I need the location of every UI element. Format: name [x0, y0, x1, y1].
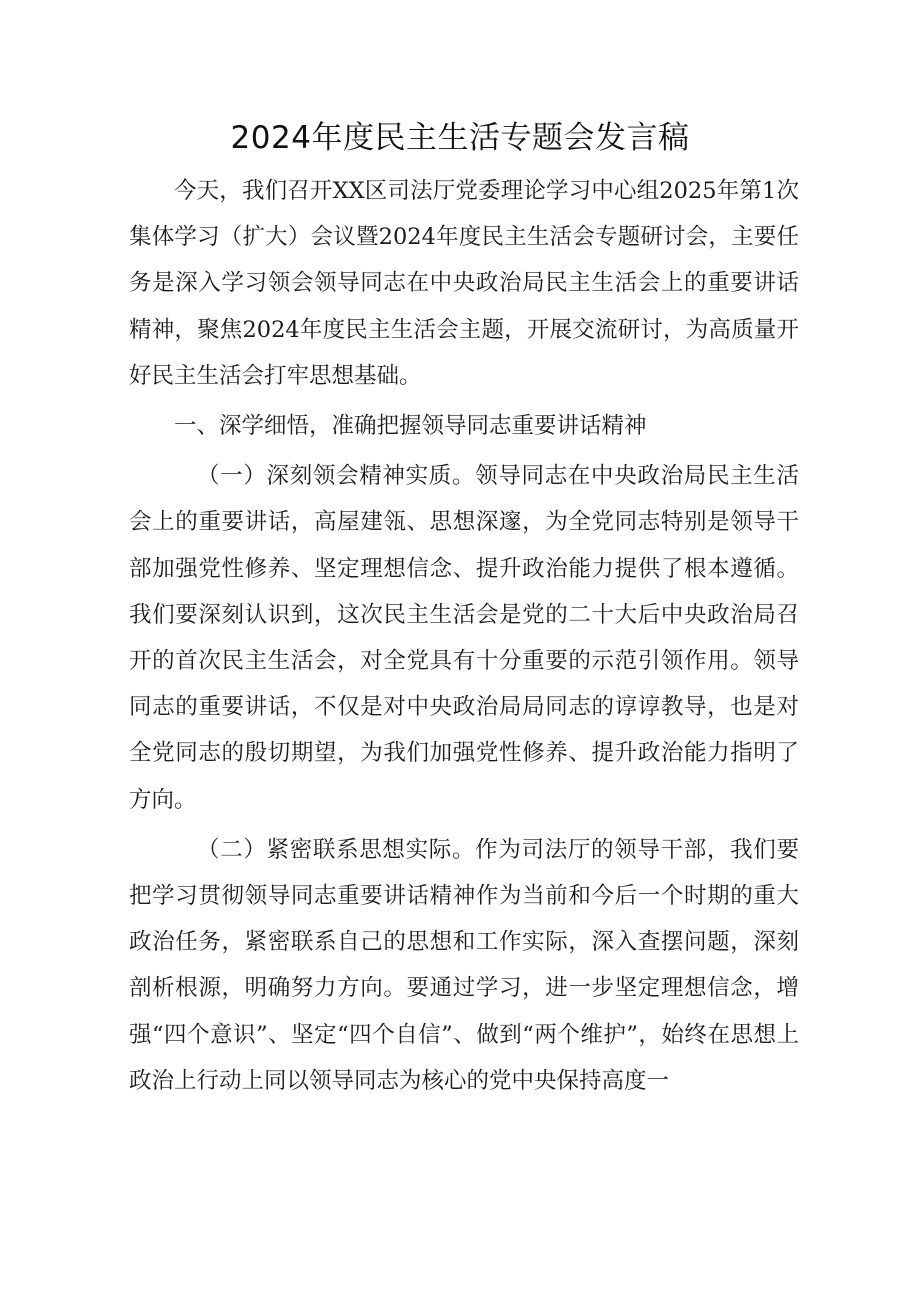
paragraph-subsection-2: （二）紧密联系思想实际。作为司法厅的领导干部，我们要把学习贯彻领导同志重要讲话精神作为当前和今后一个时期的重大政治任务，紧密联系自己的思想和工作实际，深入查摆问题，深刻剖析根源，明确努力方向。要通过学习，进一步坚定理想信念，增强“四个意识”、坚定“四个自信”、做到“两个维护”，始终在思想上政治上行动上同以领导同志为核心的党中央保持高度一 [129, 836, 799, 1094]
document-title: 2024年度民主生活专题会发言稿 [230, 120, 690, 156]
document-body [129, 156, 799, 1104]
paragraph-subsection-1: （一）深刻领会精神实质。领导同志在中央政治局民主生活会上的重要讲话，高屋建瓴、思想深邃，为全党同志特别是领导干部加强党性修养、坚定理想信念、提升政治能力提供了根本遵循。我们要深刻认识到，这次民主生活会是党的二十大后中央政治局召开的首次民主生活会，对全党具有十分重要的示范引领作用。领导同志的重要讲话，不仅是对中央政治局局同志的谆谆教导，也是对全党同志的殷切期望，为我们加强党性修养、提升政治能力指明了方向。 [129, 463, 799, 813]
section-heading-1: 一、深学细悟，准确把握领导同志重要讲话精神 [174, 413, 647, 440]
paragraph-intro: 今天，我们召开XX区司法厅党委理论学习中心组2025年第1次集体学习（扩大）会议暨2024年度民主生活会专题研讨会，主要任务是深入学习领会领导同志在中央政治局民主生活会上的重要讲话精神，聚焦2024年度民主生活会主题，开展交流研讨，为高质量开好民主生活会打牢思想基础。 [129, 178, 799, 389]
